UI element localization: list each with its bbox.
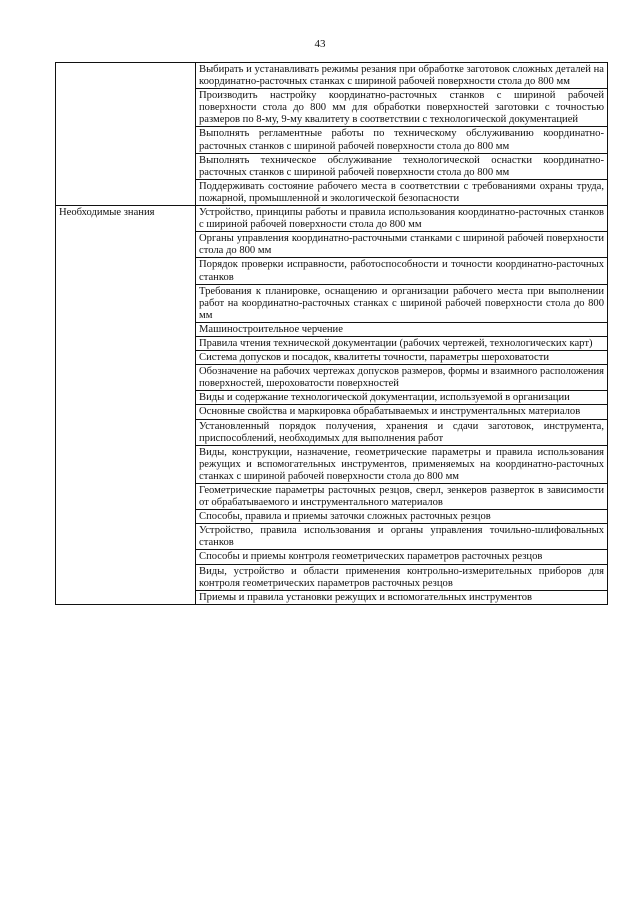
table-body [56,63,608,605]
table-cell: Геометрические параметры расточных резцов, сверл, зенкеров разверток в зависимости от обрабатываемого и инструментального материалов [196,484,608,510]
table-cell: Выбирать и устанавливать режимы резания при обработке заготовок сложных деталей на координатно-расточных станках с шириной рабочей поверхности стола до 800 мм [196,63,608,89]
table-row [56,206,608,232]
table-cell: Машиностроительное черчение [196,322,608,336]
table-cell: Виды, конструкции, назначение, геометрические параметры и правила использования режущих и вспомогательных инструментов, применяемых на координатно-расточных станках с шириной рабочей поверхности стола до 800 мм [196,445,608,483]
table-cell: Виды и содержание технологической документации, используемой в организации [196,391,608,405]
table-cell: Основные свойства и маркировка обрабатываемых и инструментальных материалов [196,405,608,419]
table-cell: Правила чтения технической документации (рабочих чертежей, технологических карт) [196,336,608,350]
table-cell: Установленный порядок получения, хранения и сдачи заготовок, инструмента, приспособлений, необходимых для выполнения работ [196,419,608,445]
table-cell: Выполнять регламентные работы по техническому обслуживанию координатно-расточных станков с шириной рабочей поверхности стола до 800 мм [196,127,608,153]
table-cell: Поддерживать состояние рабочего места в соответствии с требованиями охраны труда, пожарной, промышленной и экологической безопасности [196,179,608,205]
table-cell: Органы управления координатно-расточными станками с шириной рабочей поверхности стола до 800 мм [196,232,608,258]
table-cell: Система допусков и посадок, квалитеты точности, параметры шероховатости [196,351,608,365]
table-cell: Виды, устройство и области применения контрольно-измерительных приборов для контроля геометрических параметров расточных резцов [196,564,608,590]
table-cell: Способы и приемы контроля геометрических параметров расточных резцов [196,550,608,564]
table-cell: Порядок проверки исправности, работоспособности и точности координатно-расточных станков [196,258,608,284]
table-cell: Устройство, принципы работы и правила использования координатно-расточных станков с шириной рабочей поверхности стола до 800 мм [196,206,608,232]
continuation-label-cell [56,63,196,206]
page-number: 43 [314,38,326,50]
table-cell: Приемы и правила установки режущих и вспомогательных инструментов [196,590,608,604]
competency-table [55,62,608,605]
table-cell: Устройство, правила использования и органы управления точильно-шлифовальных станков [196,524,608,550]
table-cell: Выполнять техническое обслуживание технологической оснастки координатно-расточных станков с шириной рабочей поверхности стола до 800 мм [196,153,608,179]
table-cell: Производить настройку координатно-расточных станков с шириной рабочей поверхности стола до 800 мм для обработки поверхностей заготовки с точностью размеров по 8-му, 9-му квалитету в соответствии с технологической документацией [196,89,608,127]
table-row [56,63,608,89]
table-cell: Требования к планировке, оснащению и организации рабочего места при выполнении работ на координатно-расточных станках с шириной рабочей поверхности стола до 800 мм [196,284,608,322]
table-cell: Способы, правила и приемы заточки сложных расточных резцов [196,510,608,524]
section-label-knowledge: Необходимые знания [56,206,196,605]
table-cell: Обозначение на рабочих чертежах допусков размеров, формы и взаимного расположения поверхностей, шероховатости поверхностей [196,365,608,391]
